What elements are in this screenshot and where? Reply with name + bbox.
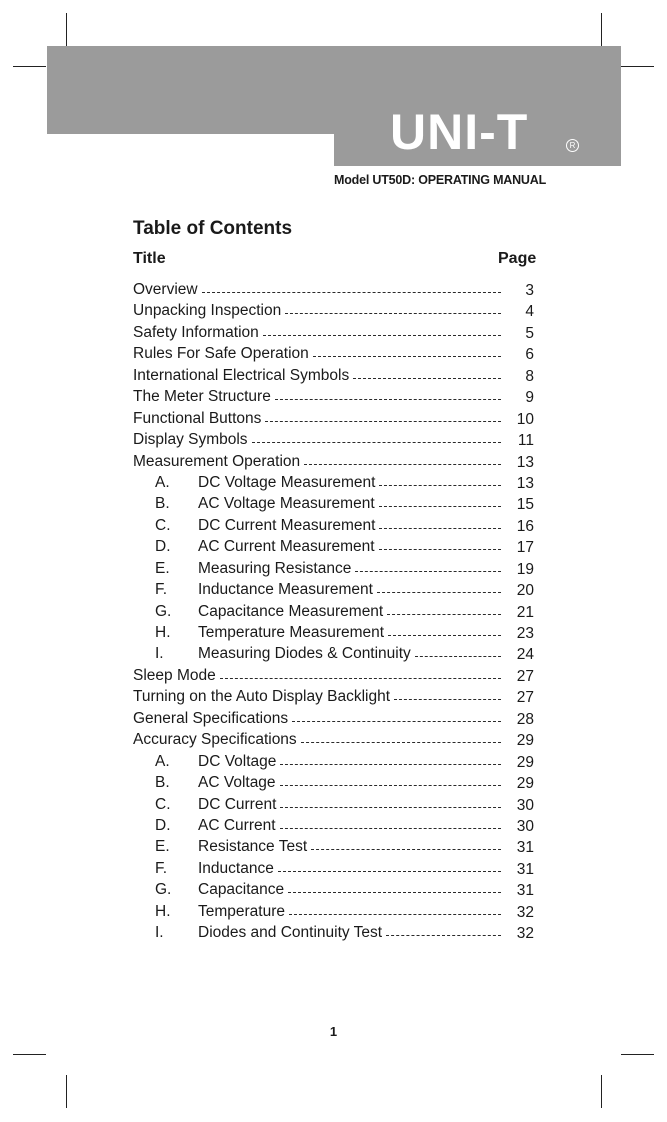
toc-entry-letter: H. (155, 902, 171, 920)
toc-entry (0, 772, 667, 793)
toc-entry (0, 343, 667, 364)
toc-entry-leader (387, 614, 501, 615)
toc-entry-page: 15 (516, 496, 534, 514)
toc-entry-leader (355, 571, 501, 572)
toc-entry-title: AC Current (198, 816, 276, 834)
toc-entry-letter: H. (155, 624, 171, 641)
toc-entry-leader (202, 292, 501, 293)
toc-entry-leader (265, 421, 501, 422)
toc-entry-page: 10 (516, 410, 534, 428)
crop-mark-bottom-left-vertical (66, 1075, 67, 1108)
toc-entry-leader (280, 807, 501, 808)
toc-entry (0, 279, 667, 300)
toc-entry-page: 8 (525, 367, 534, 385)
toc-entry (0, 472, 667, 493)
toc-entry (0, 451, 667, 472)
toc-entry-page: 24 (516, 646, 534, 664)
toc-entry (0, 901, 667, 922)
toc-entry (0, 386, 667, 407)
toc-entry-title: Resistance Test (198, 838, 308, 856)
toc-entry-letter: I. (155, 645, 164, 663)
toc-entry-title: Sleep Mode (133, 666, 216, 684)
toc-entry-leader (415, 656, 501, 657)
toc-entry-leader (311, 849, 501, 850)
toc-entry-title: Accuracy Specifications (133, 731, 297, 749)
toc-entry-title: Capacitance (198, 881, 285, 899)
toc-entry-leader (280, 764, 501, 765)
toc-entry-leader (285, 313, 501, 314)
toc-entry-leader (220, 678, 501, 679)
toc-entry-leader (386, 935, 501, 936)
toc-entry-page: 27 (516, 667, 534, 685)
toc-entry-title: Temperature (198, 902, 286, 920)
toc-entry-title: AC Voltage Measurement (198, 495, 375, 513)
toc-entry-title: Overview (133, 281, 198, 298)
toc-entry (0, 858, 667, 879)
toc-entry-letter: E. (155, 559, 170, 577)
toc-entry-leader (252, 442, 501, 443)
toc-entry-title: AC Current Measurement (198, 538, 375, 556)
toc-entry-title: DC Voltage Measurement (198, 473, 376, 491)
toc-entry-page: 29 (516, 732, 534, 750)
manual-title: Model UT50D: OPERATING MANUAL (334, 173, 547, 187)
toc-entry (0, 408, 667, 429)
toc-entry-letter: G. (155, 881, 172, 899)
brand-logo: UNI-T (390, 104, 529, 160)
toc-entry (0, 322, 667, 343)
toc-entry-leader (379, 485, 501, 486)
crop-mark-top-right-vertical (601, 13, 602, 46)
toc-entry-letter: B. (155, 495, 170, 513)
toc-entry-leader (292, 721, 501, 722)
toc-entry-page: 4 (525, 303, 534, 321)
toc-entry-page: 32 (516, 903, 534, 921)
toc-entry-letter: B. (155, 774, 170, 792)
toc-entry-page: 3 (525, 282, 534, 299)
crop-mark-bottom-right-vertical (601, 1075, 602, 1108)
crop-mark-top-right-horizontal (621, 66, 654, 67)
toc-entry-title: Unpacking Inspection (133, 302, 282, 320)
toc-entry-page: 16 (516, 517, 534, 535)
toc-entry-page: 17 (516, 539, 534, 557)
toc-entry-letter: C. (155, 795, 171, 813)
toc-entry-page: 5 (525, 324, 534, 342)
toc-entry-letter: G. (155, 602, 172, 620)
toc-entry (0, 622, 667, 643)
toc-entry-page: 23 (516, 625, 534, 642)
toc-heading: Table of Contents (133, 218, 293, 239)
toc-entry-title: Display Symbols (133, 431, 248, 449)
toc-entry-title: AC Voltage (198, 774, 276, 792)
crop-mark-bottom-left-horizontal (13, 1054, 46, 1055)
toc-entry-page: 31 (516, 860, 534, 878)
toc-entry-leader (313, 356, 501, 357)
toc-entry (0, 836, 667, 857)
toc-entry-leader (379, 528, 501, 529)
toc-entry-page: 6 (525, 346, 534, 364)
page-number: 1 (329, 1024, 338, 1039)
toc-entry-title: Measurement Operation (133, 452, 301, 470)
toc-entry-page: 31 (516, 839, 534, 857)
toc-entry-leader (379, 549, 501, 550)
toc-entry-page: 13 (516, 474, 534, 492)
toc-entry-letter: F. (155, 859, 168, 877)
toc-entry-letter: I. (155, 924, 164, 942)
toc-entry (0, 686, 667, 707)
toc-entry-title: The Meter Structure (133, 388, 271, 406)
toc-entry-title: Inductance (198, 859, 274, 877)
toc-entry-letter: D. (155, 538, 171, 556)
toc-entry-leader (289, 914, 501, 915)
toc-entry (0, 751, 667, 772)
toc-entry-page: 32 (516, 925, 534, 943)
toc-entry-page: 30 (516, 796, 534, 814)
toc-entry-title: Measuring Diodes & Continuity (198, 645, 411, 663)
toc-column-page: Page (498, 250, 537, 267)
toc-entry-leader (388, 635, 501, 636)
toc-entry (0, 300, 667, 321)
toc-entry-leader (379, 506, 501, 507)
toc-entry-title: Diodes and Continuity Test (198, 924, 383, 942)
registered-mark-icon: R (566, 139, 579, 152)
crop-mark-top-left-vertical (66, 13, 67, 46)
toc-entry-title: International Electrical Symbols (133, 366, 350, 384)
toc-entry-letter: D. (155, 816, 171, 834)
toc-entry-page: 9 (525, 389, 534, 407)
toc-entry-page: 29 (516, 753, 534, 771)
toc-entry-leader (280, 785, 501, 786)
toc-entry-leader (280, 828, 501, 829)
toc-entry (0, 365, 667, 386)
toc-entry-page: 27 (516, 689, 534, 707)
toc-entry-title: DC Voltage (198, 752, 277, 770)
toc-entry-leader (263, 335, 501, 336)
toc-entry (0, 643, 667, 664)
toc-entry (0, 922, 667, 943)
toc-entry-page: 28 (516, 710, 534, 728)
toc-entry-title: Capacitance Measurement (198, 602, 384, 620)
toc-entry-title: Safety Information (133, 323, 259, 341)
toc-entry-page: 30 (516, 817, 534, 835)
toc-entry-page: 21 (516, 603, 534, 621)
toc-entry-letter: E. (155, 838, 170, 856)
toc-entry-title: General Specifications (133, 709, 289, 727)
toc-entry-letter: F. (155, 581, 168, 599)
toc-entry (0, 794, 667, 815)
toc-column-title: Title (133, 250, 166, 267)
toc-list (0, 279, 667, 944)
toc-entry (0, 815, 667, 836)
toc-entry-title: Temperature Measurement (198, 624, 385, 641)
toc-entry-leader (377, 592, 501, 593)
toc-entry-page: 11 (517, 432, 534, 450)
toc-entry-letter: A. (155, 473, 170, 491)
toc-entry (0, 558, 667, 579)
toc-entry-page: 31 (516, 882, 534, 900)
toc-entry-leader (278, 871, 501, 872)
toc-entry-leader (304, 464, 501, 465)
toc-entry-leader (275, 399, 501, 400)
toc-entry (0, 665, 667, 686)
toc-entry-title: DC Current (198, 795, 277, 813)
toc-entry (0, 579, 667, 600)
toc-entry-title: Turning on the Auto Display Backlight (133, 688, 391, 706)
crop-mark-bottom-right-horizontal (621, 1054, 654, 1055)
toc-entry-leader (288, 892, 501, 893)
toc-entry (0, 708, 667, 729)
toc-entry (0, 429, 667, 450)
toc-entry-letter: C. (155, 516, 171, 534)
toc-entry (0, 879, 667, 900)
toc-entry-leader (301, 742, 501, 743)
toc-entry-title: Measuring Resistance (198, 559, 352, 577)
toc-entry-title: Inductance Measurement (198, 581, 373, 599)
toc-entry (0, 515, 667, 536)
toc-entry (0, 536, 667, 557)
toc-entry (0, 601, 667, 622)
toc-entry-leader (394, 699, 501, 700)
toc-entry-title: Rules For Safe Operation (133, 345, 309, 363)
toc-entry-title: DC Current Measurement (198, 516, 376, 534)
toc-entry (0, 729, 667, 750)
toc-entry-title: Functional Buttons (133, 409, 262, 427)
crop-mark-top-left-horizontal (13, 66, 46, 67)
toc-entry (0, 493, 667, 514)
toc-entry-page: 19 (516, 560, 534, 578)
toc-entry-leader (353, 378, 501, 379)
toc-entry-letter: A. (155, 752, 170, 770)
toc-entry-page: 29 (516, 775, 534, 793)
toc-entry-page: 13 (516, 453, 534, 471)
toc-entry-page: 20 (516, 582, 534, 600)
